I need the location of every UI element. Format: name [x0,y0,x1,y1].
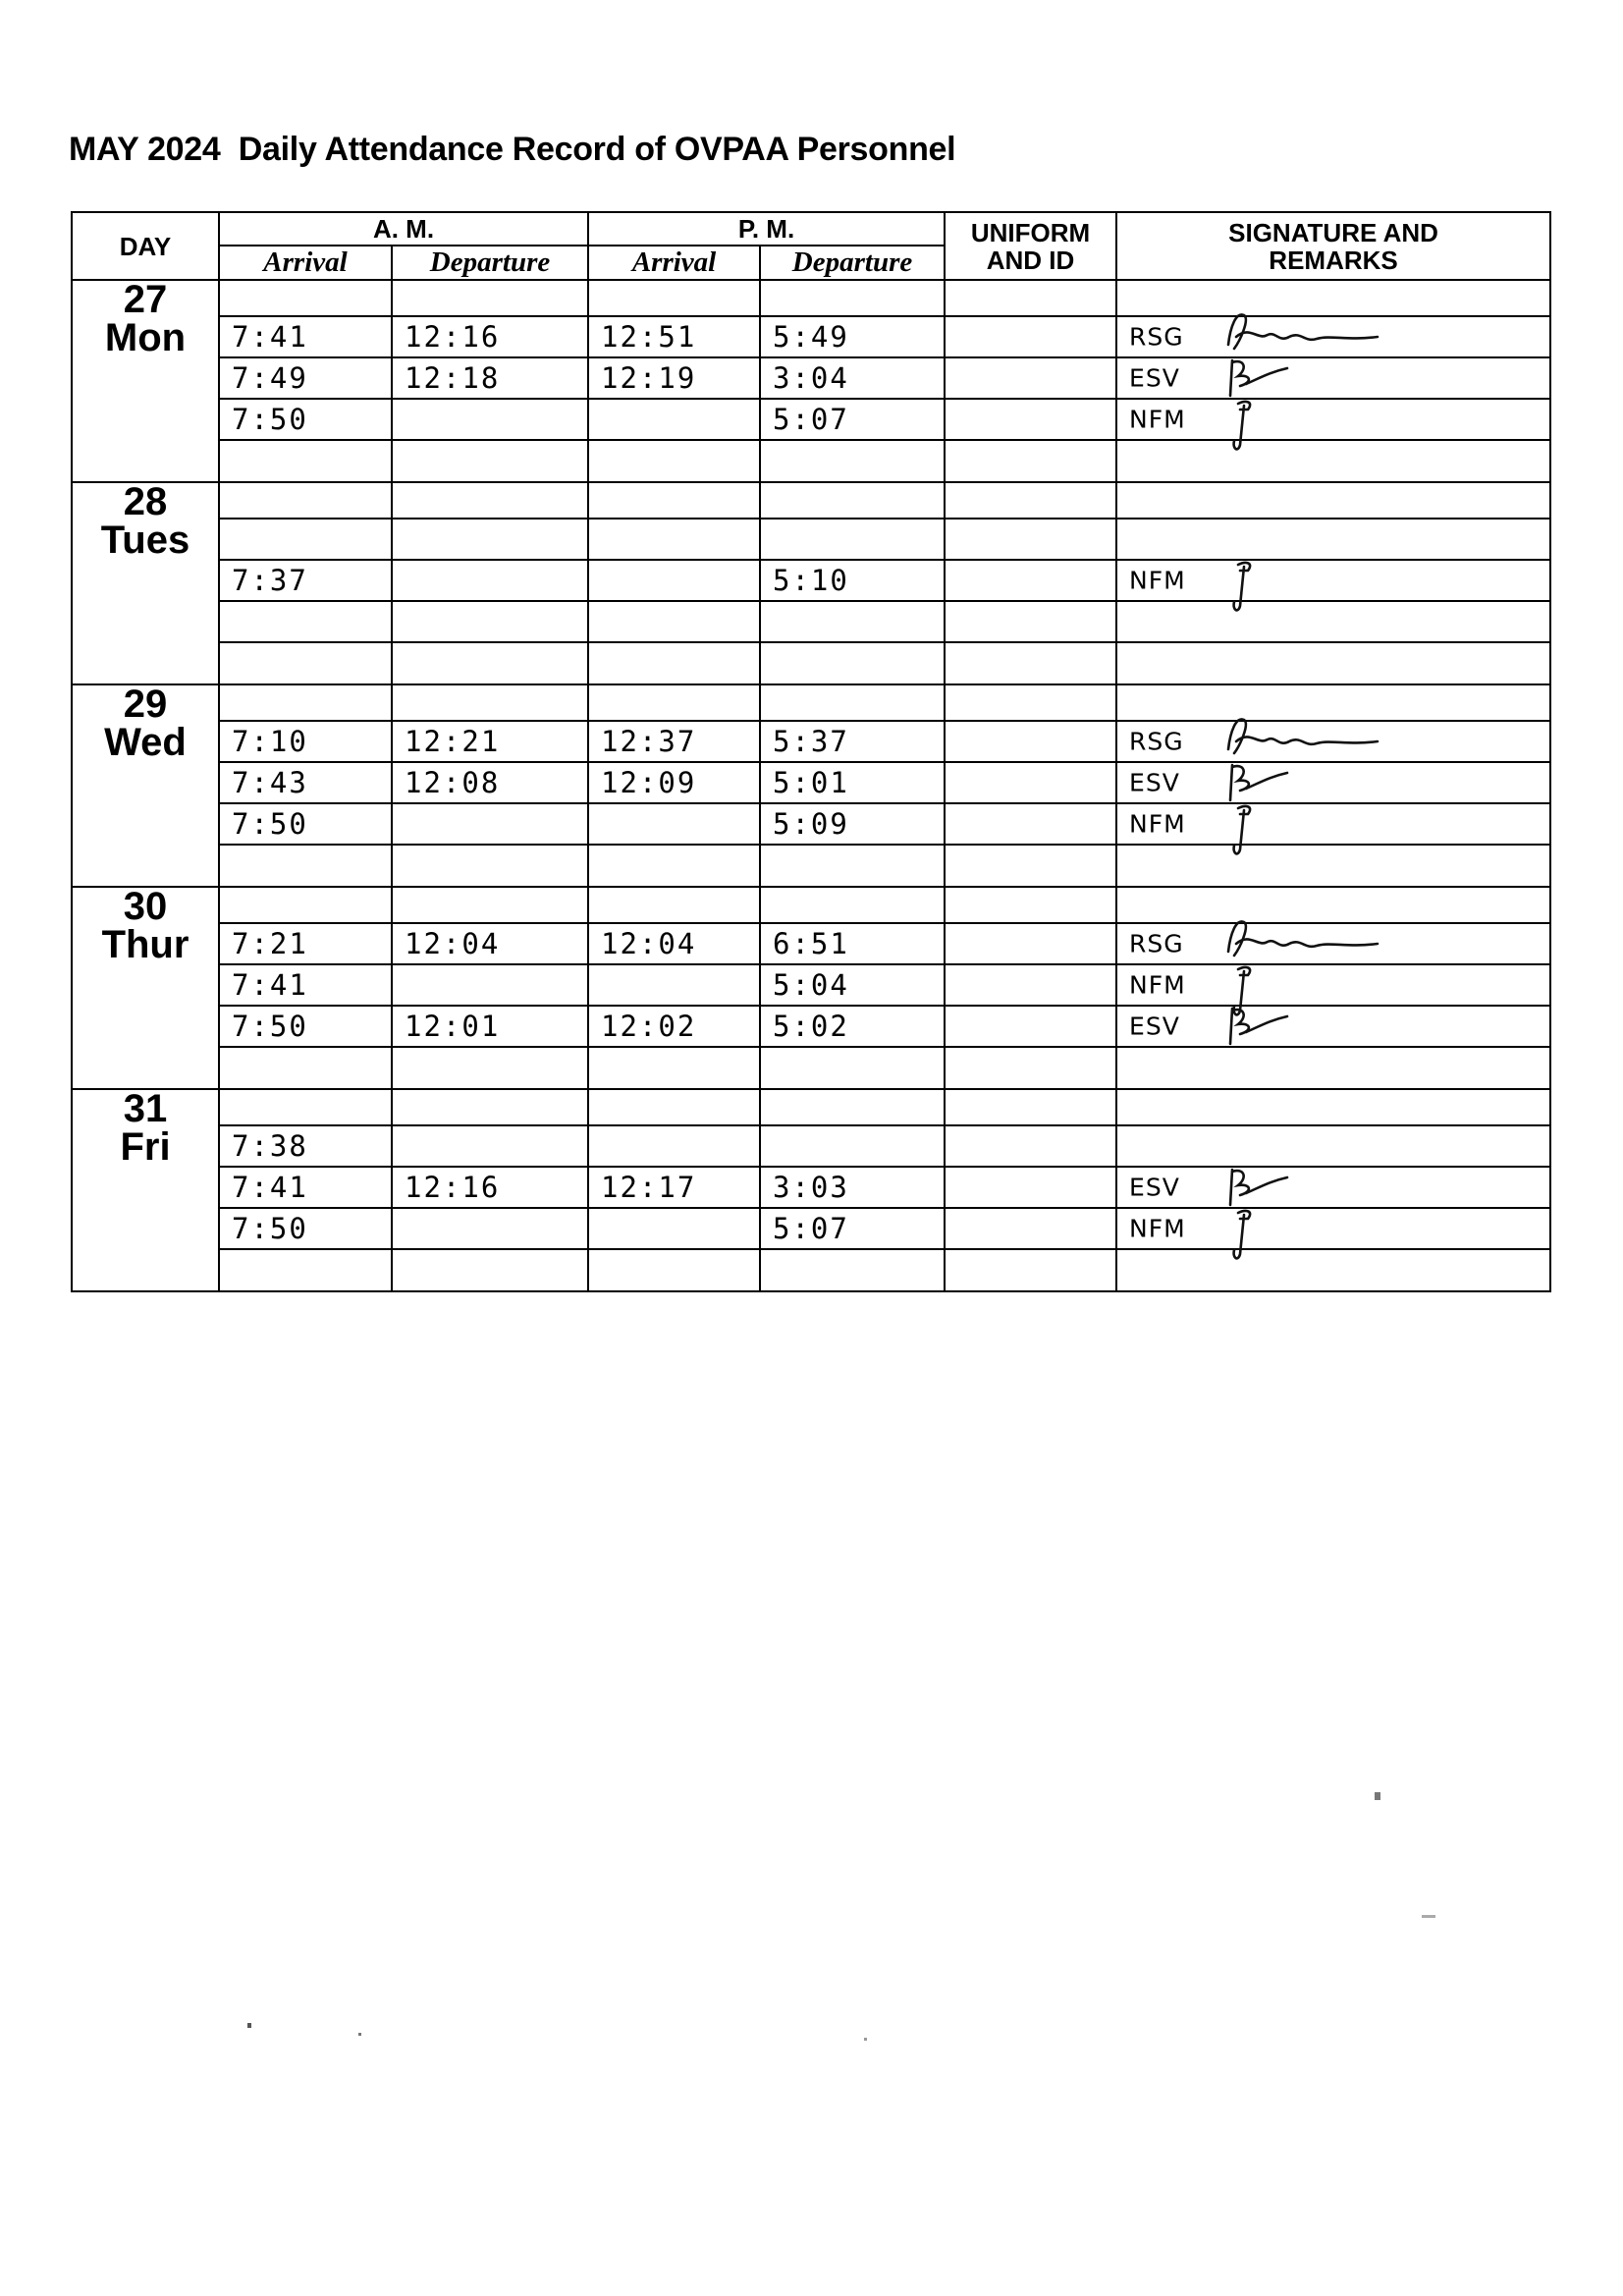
pm-arrival-cell [588,316,760,357]
am-arrival-time: 7:41 [232,968,308,1002]
table-row [72,1089,1550,1125]
initials-text: RSG [1129,929,1184,958]
am-departure-time: 12:16 [405,1171,501,1204]
signature-cell [1116,482,1550,519]
pm-departure-cell [760,762,945,803]
uniform-cell [945,1089,1116,1125]
am-departure-cell [392,357,588,399]
pm-arrival-cell [588,482,760,519]
am-departure-cell [392,684,588,721]
page-title: MAY 2024 Daily Attendance Record of OVPAA Personnel [69,131,956,168]
pm-arrival-time: 12:17 [601,1171,697,1204]
pm-arrival-cell [588,1089,760,1125]
pm-departure-header: Departure [760,246,945,280]
day-name: Thur [101,923,189,966]
day-number: 30 [123,885,168,928]
initials-text: ESV [1129,1011,1180,1041]
am-header: A. M. [219,212,588,246]
pm-arrival-time: 12:04 [601,927,697,960]
uniform-cell [945,1167,1116,1208]
pm-arrival-time: 12:19 [601,361,697,395]
pm-arrival-cell [588,887,760,923]
uniform-cell [945,923,1116,964]
pm-departure-cell [760,923,945,964]
initials-text: ESV [1129,363,1180,393]
table-row [72,482,1550,519]
am-arrival-time: 7:37 [232,564,308,597]
pm-departure-cell [760,887,945,923]
day-number: 31 [123,1087,168,1130]
am-departure-time: 12:04 [405,927,501,960]
initials-text: NFM [1129,1214,1186,1243]
pm-arrival-time: 12:37 [601,725,697,758]
am-arrival-time: 7:21 [232,927,308,960]
am-arrival-time: 7:50 [232,807,308,841]
pm-arrival-cell [588,721,760,762]
pm-departure-time: 5:04 [773,968,849,1002]
pm-arrival-header: Arrival [588,246,760,280]
pm-departure-cell [760,560,945,601]
pm-departure-cell [760,1047,945,1089]
uniform-cell [945,1125,1116,1167]
signature-cell [1116,1006,1550,1047]
pm-departure-cell [760,1208,945,1249]
pm-departure-time: 3:04 [773,361,849,395]
am-departure-time: 12:18 [405,361,501,395]
am-departure-cell [392,1089,588,1125]
pm-departure-time: 5:37 [773,725,849,758]
am-departure-cell [392,1249,588,1291]
uniform-cell [945,721,1116,762]
am-departure-cell [392,280,588,316]
table-row [72,1249,1550,1291]
am-departure-time: 12:16 [405,320,501,354]
uniform-cell [945,684,1116,721]
signature-cell [1116,642,1550,684]
am-arrival-cell [219,684,392,721]
table-row [72,642,1550,684]
pm-departure-time: 5:07 [773,1212,849,1245]
pm-departure-cell [760,482,945,519]
am-arrival-cell [219,1047,392,1089]
pm-departure-cell [760,721,945,762]
am-departure-time: 12:21 [405,725,501,758]
am-departure-cell [392,399,588,440]
signature-cell [1116,1249,1550,1291]
pm-header: P. M. [588,212,945,246]
am-departure-cell [392,803,588,845]
am-departure-cell [392,1208,588,1249]
pm-arrival-cell [588,357,760,399]
pm-departure-cell [760,642,945,684]
signature-cell [1116,1208,1550,1249]
pm-departure-cell [760,357,945,399]
attendance-body [72,280,1550,1291]
day-cell [72,1089,219,1291]
pm-arrival-cell [588,601,760,642]
am-arrival-time: 7:49 [232,361,308,395]
am-arrival-cell [219,1089,392,1125]
pm-arrival-cell [588,1047,760,1089]
initials-text: RSG [1129,727,1184,756]
scan-speck [358,2033,361,2036]
table-row [72,601,1550,642]
signature-cell [1116,1089,1550,1125]
table-row [72,1208,1550,1249]
table-row [72,399,1550,440]
pm-arrival-cell [588,964,760,1006]
am-arrival-cell [219,440,392,482]
uniform-cell [945,845,1116,887]
pm-arrival-cell [588,280,760,316]
day-cell [72,280,219,482]
uniform-cell [945,1208,1116,1249]
day-cell [72,684,219,887]
day-cell [72,887,219,1089]
signature-header: SIGNATURE AND REMARKS [1116,212,1550,280]
am-departure-cell [392,1047,588,1089]
day-number: 28 [123,480,168,523]
pm-arrival-cell [588,1125,760,1167]
pm-departure-time: 5:02 [773,1010,849,1043]
pm-arrival-cell [588,1167,760,1208]
am-arrival-cell [219,642,392,684]
pm-departure-time: 5:07 [773,403,849,436]
pm-departure-cell [760,803,945,845]
day-name: Tues [100,519,190,562]
signature-cell [1116,440,1550,482]
pm-departure-time: 5:09 [773,807,849,841]
scan-speck [1375,1792,1380,1800]
am-arrival-cell [219,964,392,1006]
uniform-cell [945,482,1116,519]
am-departure-cell [392,1167,588,1208]
pm-departure-time: 5:10 [773,564,849,597]
am-arrival-cell [219,1249,392,1291]
pm-arrival-cell [588,399,760,440]
pm-departure-cell [760,1006,945,1047]
am-arrival-cell [219,845,392,887]
pm-departure-cell [760,440,945,482]
am-arrival-cell [219,923,392,964]
am-arrival-time: 7:50 [232,403,308,436]
pm-arrival-cell [588,642,760,684]
am-arrival-cell [219,560,392,601]
signature-cell [1116,399,1550,440]
am-departure-cell [392,560,588,601]
day-number: 29 [123,683,168,726]
day-name: Fri [120,1125,171,1169]
am-arrival-time: 7:50 [232,1212,308,1245]
pm-arrival-cell [588,560,760,601]
pm-arrival-cell [588,519,760,560]
am-arrival-time: 7:50 [232,1010,308,1043]
am-arrival-cell [219,803,392,845]
am-departure-cell [392,519,588,560]
am-arrival-cell [219,519,392,560]
scan-speck [247,2023,251,2028]
pm-departure-time: 6:51 [773,927,849,960]
uniform-cell [945,316,1116,357]
pm-departure-cell [760,684,945,721]
am-departure-cell [392,601,588,642]
pm-arrival-time: 12:09 [601,766,697,799]
am-arrival-cell [219,721,392,762]
uniform-cell [945,399,1116,440]
am-departure-cell [392,1125,588,1167]
table-row [72,803,1550,845]
pm-arrival-cell [588,803,760,845]
day-header: DAY [72,212,219,280]
signature-cell [1116,560,1550,601]
day-cell [72,482,219,684]
pm-arrival-time: 12:51 [601,320,697,354]
day-number: 27 [123,278,168,321]
signature-cell [1116,845,1550,887]
uniform-cell [945,803,1116,845]
pm-arrival-cell [588,1006,760,1047]
am-arrival-cell [219,399,392,440]
am-departure-cell [392,642,588,684]
pm-departure-cell [760,1167,945,1208]
am-departure-cell [392,721,588,762]
am-arrival-cell [219,1006,392,1047]
pm-arrival-cell [588,762,760,803]
table-row [72,1047,1550,1089]
table-row [72,440,1550,482]
initials-text: NFM [1129,970,1186,1000]
am-departure-cell [392,762,588,803]
pm-departure-cell [760,845,945,887]
am-departure-cell [392,923,588,964]
pm-departure-time: 5:01 [773,766,849,799]
am-arrival-cell [219,316,392,357]
initials-text: RSG [1129,322,1184,352]
pm-departure-cell [760,1089,945,1125]
am-arrival-time: 7:41 [232,1171,308,1204]
pm-departure-time: 5:49 [773,320,849,354]
pm-departure-time: 3:03 [773,1171,849,1204]
am-arrival-cell [219,762,392,803]
pm-arrival-cell [588,845,760,887]
attendance-table [71,211,1551,1292]
am-arrival-time: 7:43 [232,766,308,799]
scan-speck [1422,1915,1435,1918]
am-arrival-cell [219,601,392,642]
pm-arrival-cell [588,440,760,482]
pm-departure-cell [760,1249,945,1291]
pm-arrival-cell [588,684,760,721]
am-departure-cell [392,1006,588,1047]
uniform-cell [945,762,1116,803]
initials-text: ESV [1129,1173,1180,1202]
signature-cell [1116,803,1550,845]
uniform-cell [945,887,1116,923]
am-arrival-cell [219,482,392,519]
table-row [72,560,1550,601]
pm-departure-cell [760,519,945,560]
uniform-header: UNIFORM AND ID [945,212,1116,280]
am-arrival-cell [219,1208,392,1249]
pm-arrival-cell [588,923,760,964]
signature-cell [1116,1047,1550,1089]
uniform-cell [945,964,1116,1006]
uniform-cell [945,560,1116,601]
pm-departure-cell [760,1125,945,1167]
initials-text: NFM [1129,405,1186,434]
am-departure-cell [392,316,588,357]
am-arrival-cell [219,1167,392,1208]
uniform-cell [945,1006,1116,1047]
uniform-cell [945,280,1116,316]
am-arrival-cell [219,357,392,399]
uniform-cell [945,519,1116,560]
am-departure-cell [392,845,588,887]
initials-text: NFM [1129,809,1186,839]
pm-departure-cell [760,280,945,316]
pm-departure-cell [760,964,945,1006]
table-row [72,1006,1550,1047]
pm-arrival-cell [588,1249,760,1291]
am-arrival-cell [219,1125,392,1167]
pm-departure-cell [760,399,945,440]
day-name: Mon [104,316,187,359]
uniform-cell [945,601,1116,642]
table-row [72,845,1550,887]
day-name: Wed [104,721,187,764]
am-departure-time: 12:01 [405,1010,501,1043]
am-departure-cell [392,964,588,1006]
uniform-cell [945,642,1116,684]
am-arrival-time: 7:41 [232,320,308,354]
uniform-cell [945,1047,1116,1089]
am-arrival-cell [219,280,392,316]
am-departure-header: Departure [392,246,588,280]
scan-speck [864,2038,867,2041]
uniform-cell [945,440,1116,482]
am-arrival-header: Arrival [219,246,392,280]
am-arrival-time: 7:10 [232,725,308,758]
am-arrival-cell [219,887,392,923]
uniform-cell [945,357,1116,399]
pm-arrival-cell [588,1208,760,1249]
am-departure-cell [392,440,588,482]
am-arrival-time: 7:38 [232,1129,308,1163]
am-departure-cell [392,482,588,519]
pm-departure-cell [760,316,945,357]
pm-departure-cell [760,601,945,642]
uniform-cell [945,1249,1116,1291]
am-departure-time: 12:08 [405,766,501,799]
signature-cell [1116,601,1550,642]
pm-arrival-time: 12:02 [601,1010,697,1043]
initials-text: NFM [1129,566,1186,595]
am-departure-cell [392,887,588,923]
initials-text: ESV [1129,768,1180,797]
